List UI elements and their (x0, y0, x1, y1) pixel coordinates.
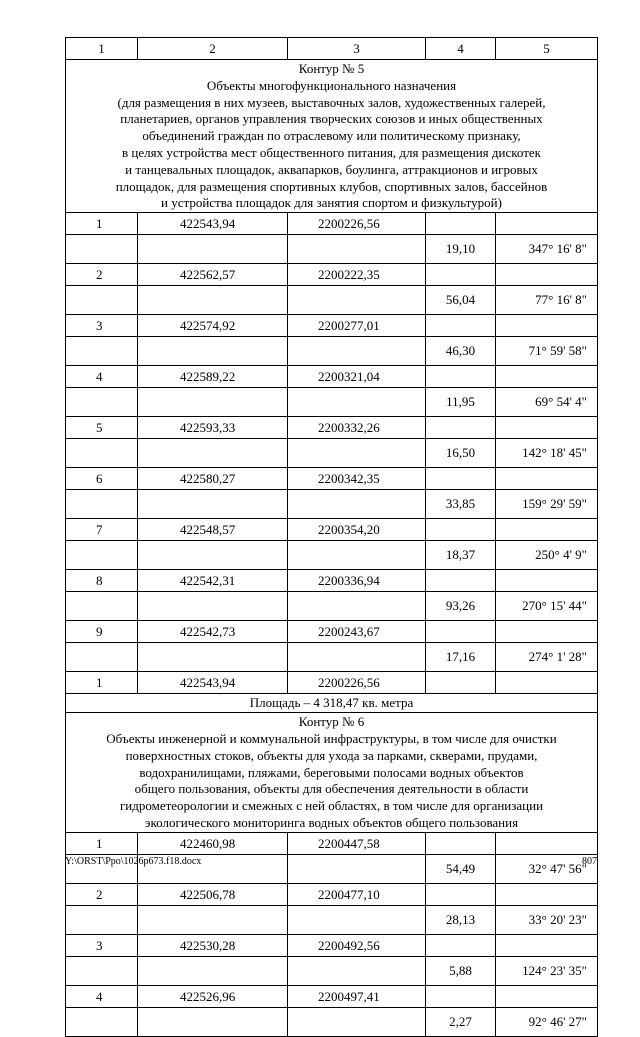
empty-cell (496, 985, 598, 1007)
segment-angle: 92° 46' 27" (496, 1007, 598, 1036)
point-y: 2200336,94 (288, 570, 426, 592)
segment-length: 11,95 (426, 388, 496, 417)
segment-row (66, 1007, 598, 1036)
point-row (66, 883, 598, 905)
empty-cell (496, 621, 598, 643)
title-line: планетариев, органов управления творческих союзов и иных общественных (120, 111, 543, 127)
empty-cell (496, 934, 598, 956)
point-y: 2200332,26 (288, 417, 426, 439)
header-cell: 2 (138, 38, 288, 60)
empty-cell (426, 934, 496, 956)
point-number: 3 (66, 934, 138, 956)
empty-cell (138, 956, 288, 985)
point-row (66, 264, 598, 286)
segment-length: 93,26 (426, 592, 496, 621)
segment-length: 54,49 (426, 854, 496, 883)
empty-cell (288, 905, 426, 934)
segment-angle: 270° 15' 44" (496, 592, 598, 621)
footer-page-number: 807 (582, 856, 597, 867)
segment-angle: 33° 20' 23" (496, 905, 598, 934)
empty-cell (138, 1007, 288, 1036)
point-number: 4 (66, 985, 138, 1007)
empty-cell (426, 519, 496, 541)
coordinates-table-body (66, 38, 598, 1037)
title-line: (для размещения в них музеев, выставочных залов, художественных галерей, (117, 94, 546, 110)
segment-row (66, 905, 598, 934)
segment-angle: 32° 47' 56" (496, 854, 598, 883)
empty-cell (426, 264, 496, 286)
segment-length: 33,85 (426, 490, 496, 519)
point-x: 422574,92 (138, 315, 288, 337)
point-number: 7 (66, 519, 138, 541)
empty-cell (288, 956, 426, 985)
segment-length: 56,04 (426, 286, 496, 315)
segment-row (66, 490, 598, 519)
empty-cell (426, 570, 496, 592)
empty-cell (426, 832, 496, 854)
empty-cell (496, 264, 598, 286)
segment-row (66, 235, 598, 264)
empty-cell (288, 1007, 426, 1036)
segment-angle: 347° 16' 8" (496, 235, 598, 264)
segment-row (66, 541, 598, 570)
empty-cell (66, 235, 138, 264)
empty-cell (66, 337, 138, 366)
title-line: общего пользования, объекты для обеспечения деятельности в области (134, 781, 529, 797)
area-value: Площадь – 4 318,47 кв. метра (66, 694, 598, 713)
segment-row (66, 286, 598, 315)
point-number: 2 (66, 883, 138, 905)
header-cell: 1 (66, 38, 138, 60)
empty-cell (66, 541, 138, 570)
empty-cell (426, 366, 496, 388)
point-y: 2200342,35 (288, 468, 426, 490)
segment-angle: 77° 16' 8" (496, 286, 598, 315)
empty-cell (426, 883, 496, 905)
point-x: 422543,94 (138, 213, 288, 235)
title-line: водохранилищами, пляжами, береговыми полосами водных объектов (139, 764, 524, 780)
empty-cell (426, 621, 496, 643)
point-x: 422593,33 (138, 417, 288, 439)
empty-cell (288, 490, 426, 519)
title-line: в целях устройства мест общественного питания, для размещения дискотек (121, 144, 541, 160)
section1-title (66, 60, 598, 213)
empty-cell (66, 643, 138, 672)
empty-cell (288, 854, 426, 883)
empty-cell (426, 213, 496, 235)
empty-cell (138, 905, 288, 934)
point-x: 422589,22 (138, 366, 288, 388)
point-x: 422548,57 (138, 519, 288, 541)
empty-cell (138, 388, 288, 417)
empty-cell (288, 541, 426, 570)
point-number: 9 (66, 621, 138, 643)
empty-cell (138, 235, 288, 264)
point-row (66, 519, 598, 541)
segment-angle: 71° 59' 58" (496, 337, 598, 366)
point-y: 2200321,04 (288, 366, 426, 388)
point-y: 2200277,01 (288, 315, 426, 337)
empty-cell (496, 883, 598, 905)
empty-cell (138, 541, 288, 570)
empty-cell (66, 1007, 138, 1036)
empty-cell (66, 388, 138, 417)
title-line: гидрометеорологии и смежных с ней областях, в том числе для организации (119, 798, 544, 814)
empty-cell (496, 468, 598, 490)
point-number: 4 (66, 366, 138, 388)
point-number: 2 (66, 264, 138, 286)
empty-cell (288, 286, 426, 315)
empty-cell (426, 315, 496, 337)
area-row (66, 694, 598, 713)
point-y: 2200477,10 (288, 883, 426, 905)
empty-cell (288, 643, 426, 672)
footer-file-path: Y:\ORST\Ppo\1026p673.f18.docx (65, 856, 202, 867)
segment-angle: 250° 4' 9" (496, 541, 598, 570)
empty-cell (66, 286, 138, 315)
empty-cell (138, 592, 288, 621)
point-y: 2200492,56 (288, 934, 426, 956)
empty-cell (496, 366, 598, 388)
empty-cell (138, 490, 288, 519)
point-y: 2200243,67 (288, 621, 426, 643)
point-number: 6 (66, 468, 138, 490)
header-cell: 5 (496, 38, 598, 60)
point-x: 422580,27 (138, 468, 288, 490)
point-y: 2200226,56 (288, 672, 426, 694)
empty-cell (66, 592, 138, 621)
point-row (66, 934, 598, 956)
point-row (66, 315, 598, 337)
point-row (66, 832, 598, 854)
point-x: 422526,96 (138, 985, 288, 1007)
point-y: 2200226,56 (288, 213, 426, 235)
empty-cell (66, 490, 138, 519)
point-row (66, 468, 598, 490)
section1-title-cell (66, 60, 598, 213)
segment-row (66, 956, 598, 985)
segment-length: 46,30 (426, 337, 496, 366)
point-x: 422543,94 (138, 672, 288, 694)
empty-cell (288, 439, 426, 468)
point-x: 422562,57 (138, 264, 288, 286)
header-row (66, 38, 598, 60)
segment-length: 19,10 (426, 235, 496, 264)
point-x: 422542,73 (138, 621, 288, 643)
empty-cell (496, 315, 598, 337)
header-cell: 4 (426, 38, 496, 60)
point-number: 8 (66, 570, 138, 592)
title-line: объединений граждан по отраслевому или политическому признаку, (142, 128, 521, 144)
segment-angle: 142° 18' 45" (496, 439, 598, 468)
empty-cell (426, 417, 496, 439)
point-number: 1 (66, 672, 138, 694)
point-row (66, 366, 598, 388)
empty-cell (138, 643, 288, 672)
section2-title (66, 713, 598, 833)
empty-cell (138, 286, 288, 315)
point-y: 2200497,41 (288, 985, 426, 1007)
point-number: 1 (66, 213, 138, 235)
point-x: 422460,98 (138, 832, 288, 854)
segment-row (66, 643, 598, 672)
empty-cell (496, 213, 598, 235)
point-number: 3 (66, 315, 138, 337)
title-line: площадок, для размещения спортивных клубов, спортивных залов, бассейнов (115, 178, 548, 194)
empty-cell (138, 337, 288, 366)
segment-length: 28,13 (426, 905, 496, 934)
segment-length: 17,16 (426, 643, 496, 672)
empty-cell (496, 672, 598, 694)
title-line: Контур № 5 (298, 61, 365, 76)
point-y: 2200222,35 (288, 264, 426, 286)
segment-row (66, 439, 598, 468)
section2-title-cell (66, 713, 598, 833)
empty-cell (426, 468, 496, 490)
segment-row (66, 337, 598, 366)
coordinates-table (65, 37, 598, 1037)
segment-length: 16,50 (426, 439, 496, 468)
point-x: 422542,31 (138, 570, 288, 592)
segment-row (66, 388, 598, 417)
empty-cell (496, 832, 598, 854)
segment-angle: 124° 23' 35" (496, 956, 598, 985)
empty-cell (66, 956, 138, 985)
title-line: экологического мониторинга водных объектов общего пользования (144, 814, 519, 830)
title-line: и танцевальных площадок, аквапарков, боулинга, аттракционов и игровых (125, 161, 538, 177)
point-row (66, 621, 598, 643)
empty-cell (138, 439, 288, 468)
point-number: 5 (66, 417, 138, 439)
point-number: 1 (66, 832, 138, 854)
title-line: поверхностных стоков, объекты для ухода за парками, скверами, прудами, (125, 747, 538, 763)
segment-angle: 69° 54' 4" (496, 388, 598, 417)
empty-cell (426, 672, 496, 694)
point-y: 2200354,20 (288, 519, 426, 541)
segment-angle: 159° 29' 59" (496, 490, 598, 519)
segment-row (66, 592, 598, 621)
point-row (66, 672, 598, 694)
title-line: Контур № 6 (298, 714, 365, 730)
empty-cell (66, 905, 138, 934)
point-row (66, 570, 598, 592)
point-row (66, 417, 598, 439)
empty-cell (288, 388, 426, 417)
segment-angle: 274° 1' 28" (496, 643, 598, 672)
empty-cell (288, 592, 426, 621)
empty-cell (426, 985, 496, 1007)
title-line: Объекты инженерной и коммунальной инфраструктуры, в том числе для очистки (106, 730, 557, 746)
point-row (66, 985, 598, 1007)
segment-length: 18,37 (426, 541, 496, 570)
segment-length: 2,27 (426, 1007, 496, 1036)
title-line: и устройства площадок для занятия спортом и физкультурой) (161, 195, 502, 211)
empty-cell (288, 235, 426, 264)
empty-cell (288, 337, 426, 366)
header-cell: 3 (288, 38, 426, 60)
segment-length: 5,88 (426, 956, 496, 985)
point-y: 2200447,58 (288, 832, 426, 854)
point-x: 422530,28 (138, 934, 288, 956)
point-x: 422506,78 (138, 883, 288, 905)
point-row (66, 213, 598, 235)
empty-cell (496, 417, 598, 439)
empty-cell (66, 439, 138, 468)
empty-cell (496, 519, 598, 541)
title-line: Объекты многофункционального назначения (206, 77, 457, 93)
empty-cell (496, 570, 598, 592)
